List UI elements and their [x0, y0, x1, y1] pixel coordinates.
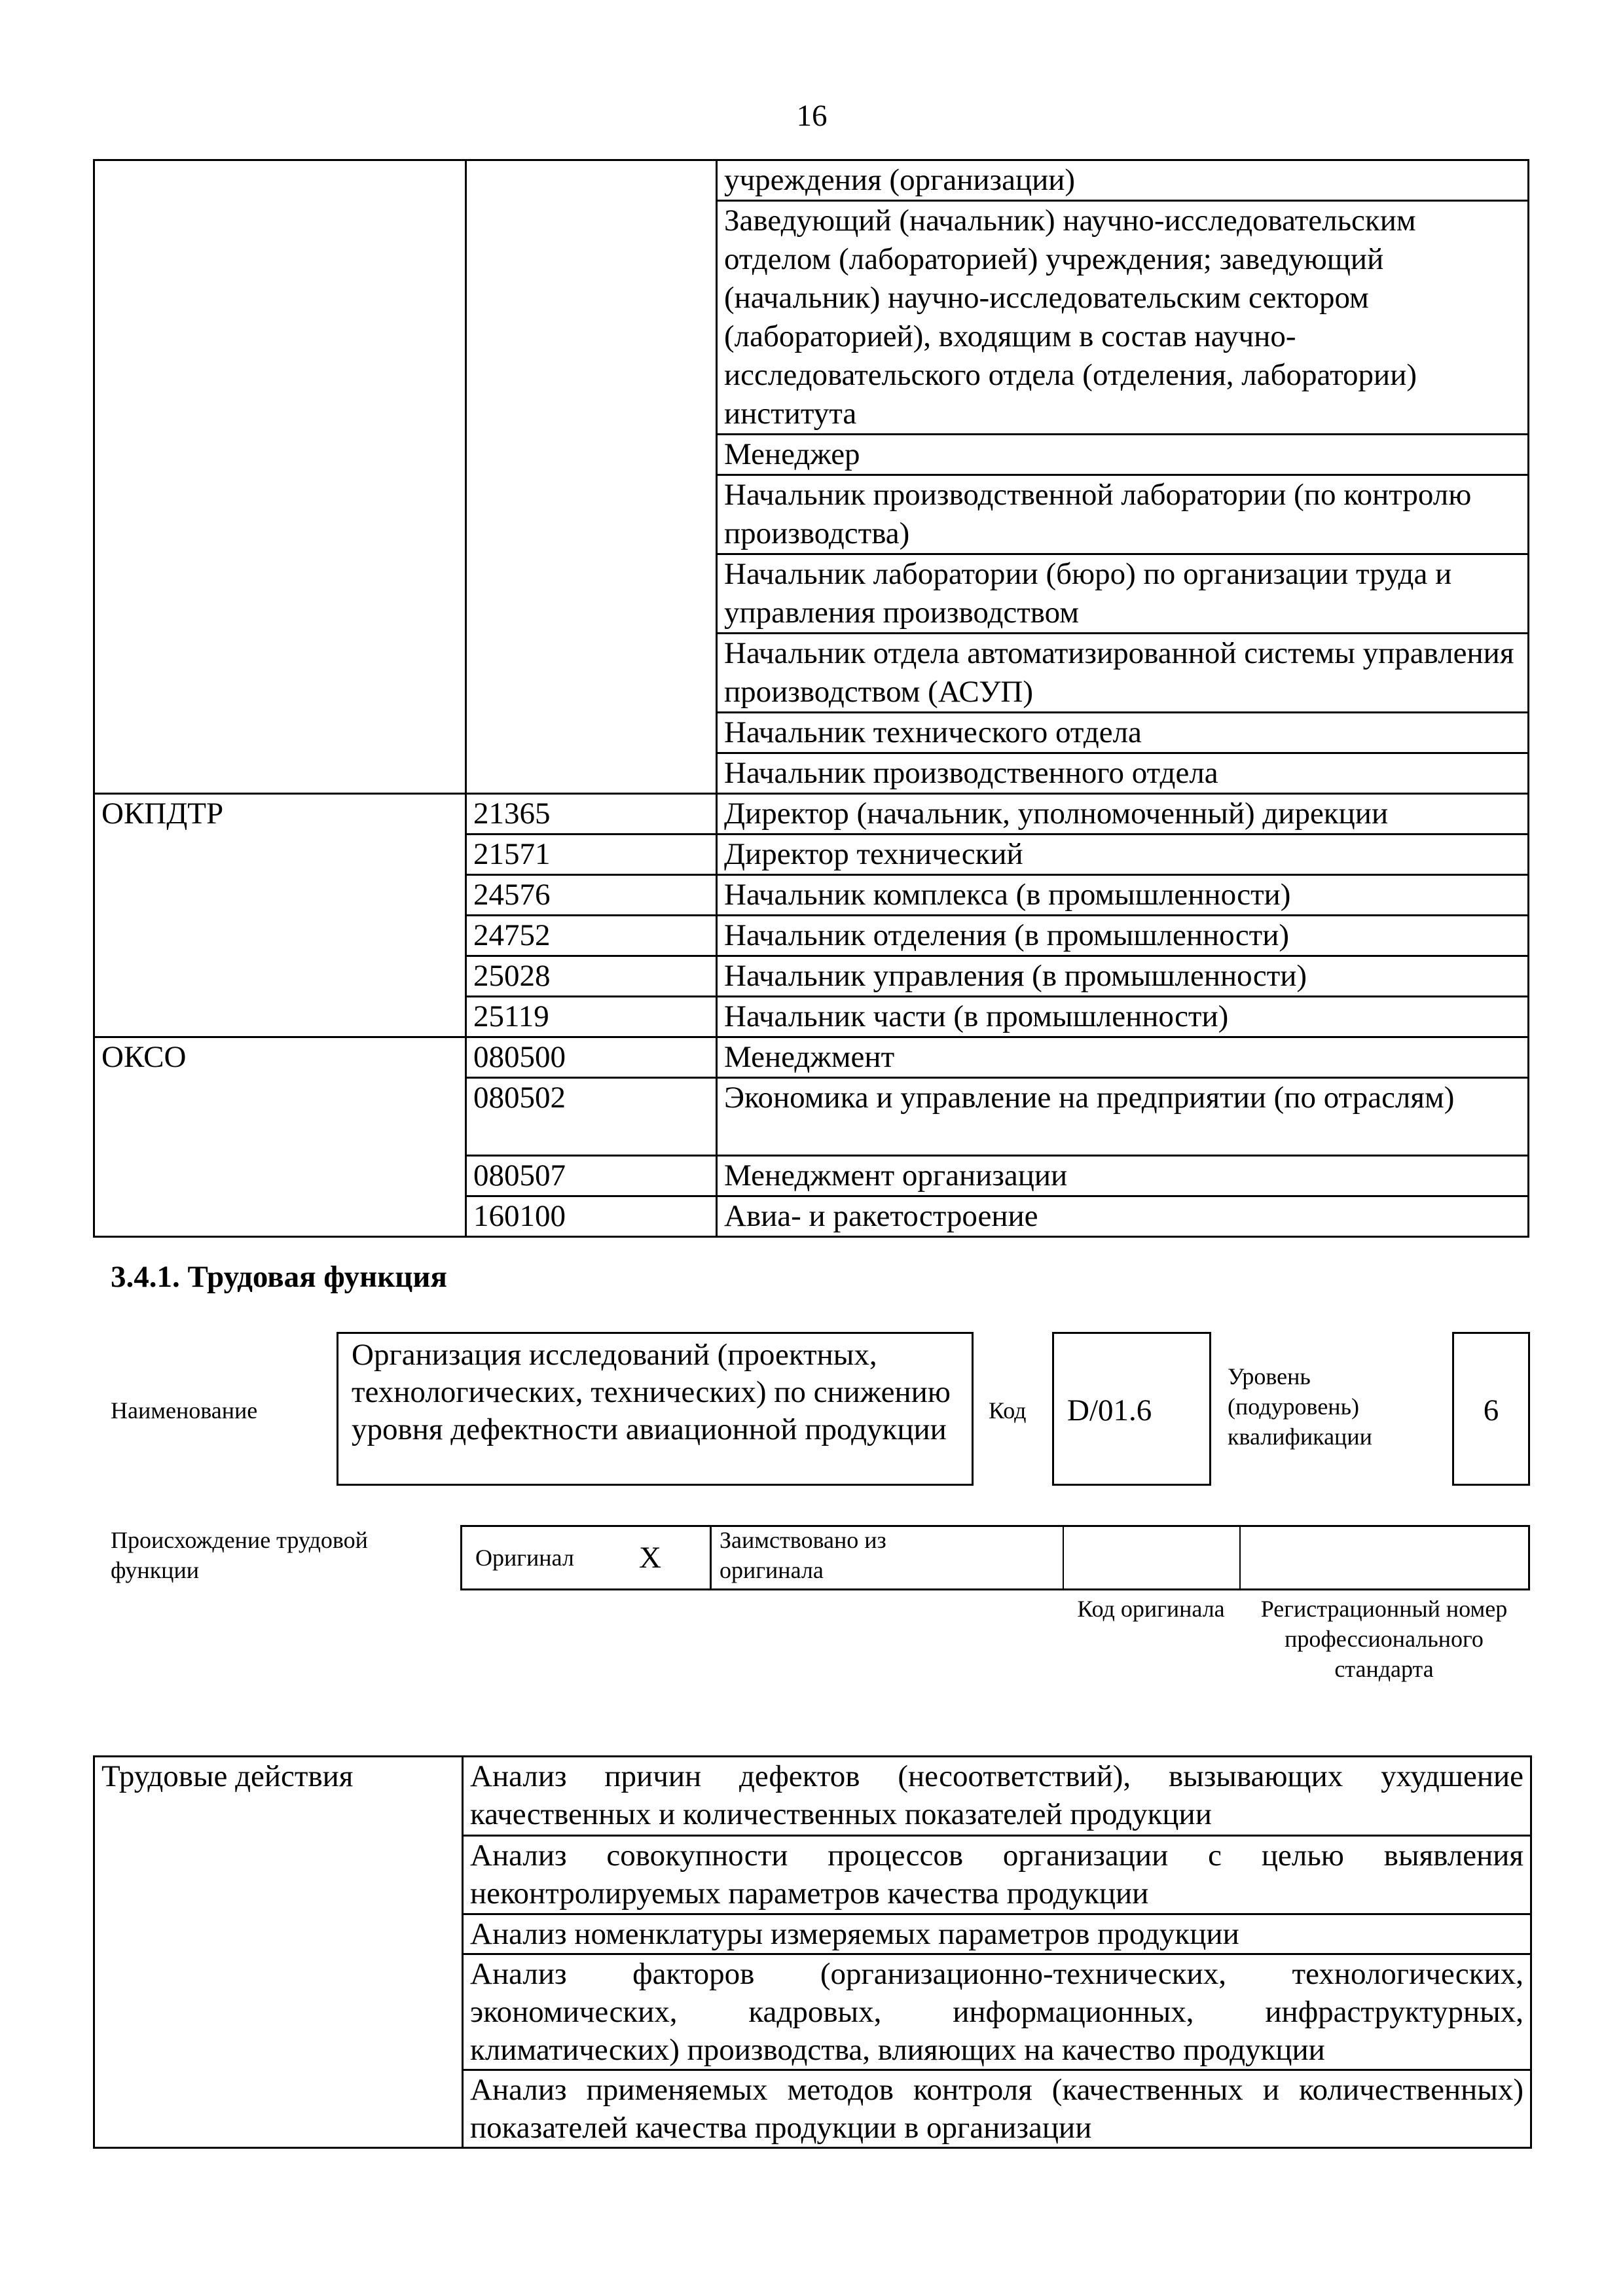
code-cell: 080502 [466, 1078, 717, 1156]
related-occupations-table [93, 159, 1529, 1238]
code-cell: 25119 [466, 997, 717, 1037]
borrowed-label: Заимствовано из оригинала [710, 1525, 916, 1590]
occupation-name-cell: Директор (начальник, уполномоченный) дирекции [717, 794, 1529, 834]
labor-action-cell: Анализ факторов (организационно-технических, технологических, экономических, кадровых, информационных, инфраструктурных, климатических) производства, влияющих на качество продукции [463, 1954, 1531, 2070]
occupation-name-cell: Менеджмент [717, 1037, 1529, 1078]
code-cell: 21365 [466, 794, 717, 834]
occupation-name-cell: Начальник управления (в промышленности) [717, 956, 1529, 997]
level-label: Уровень (подуровень) квалификации [1228, 1363, 1372, 1450]
occupation-name-cell: учреждения (организации) [717, 160, 1529, 201]
code-cell: 160100 [466, 1196, 717, 1237]
original-code-cell [1063, 1527, 1064, 1588]
table-row [94, 1757, 1531, 1836]
occupation-name-cell: Начальник комплекса (в промышленности) [717, 875, 1529, 916]
labor-action-cell: Анализ номенклатуры измеряемых параметров продукции [463, 1914, 1531, 1954]
function-name-box: Организация исследований (проектных, технологических, технических) по снижению уровня дефектности авиационной продукции [337, 1332, 974, 1486]
occupation-name-cell: Менеджмент организации [717, 1156, 1529, 1196]
original-code-caption: Код оригинала [1077, 1596, 1225, 1622]
code-value-box: D/01.6 [1052, 1332, 1211, 1486]
occupation-name-cell: Авиа- и ракетостроение [717, 1196, 1529, 1237]
code-cell: 24752 [466, 916, 717, 956]
occupation-name-cell: Начальник производственного отдела [717, 753, 1529, 794]
code-label: Код [989, 1397, 1027, 1424]
occupation-name-cell: Начальник отделения (в промышленности) [717, 916, 1529, 956]
code-cell: 25028 [466, 956, 717, 997]
actions-label-cell: Трудовые действия [94, 1757, 463, 2148]
reg-number-caption: Регистрационный номер профессионального стандарта [1260, 1596, 1508, 1682]
classifier-cell: ОКПДТР [94, 794, 466, 1037]
level-value-box: 6 [1452, 1332, 1530, 1486]
occupation-name-cell: Директор технический [717, 834, 1529, 875]
occupation-name-cell: Менеджер [717, 435, 1529, 475]
labor-action-cell: Анализ совокупности процессов организации с целью выявления неконтролируемых параметров качества продукции [463, 1836, 1531, 1914]
origin-box [460, 1525, 1530, 1590]
page-number: 16 [796, 99, 828, 133]
code-cell: 080507 [466, 1156, 717, 1196]
code-cell [466, 160, 717, 794]
occupation-name-cell: Заведующий (начальник) научно-исследовательским отделом (лабораторией) учреждения; заведующий (начальник) научно-исследовательским сектором (лабораторией), входящим в состав научно-исследовательского отдела (отделения, лаборатории) института [717, 201, 1529, 435]
labor-actions-table [93, 1755, 1532, 2149]
occupation-name-cell: Начальник отдела автоматизированной системы управления производством (АСУП) [717, 634, 1529, 713]
table-row [94, 160, 1529, 201]
reg-number-cell [1239, 1527, 1241, 1588]
section-heading: 3.4.1. Трудовая функция [111, 1260, 447, 1294]
labor-action-cell: Анализ применяемых методов контроля (качественных и количественных) показателей качества продукции в организации [463, 2070, 1531, 2148]
code-cell: 080500 [466, 1037, 717, 1078]
classifier-cell: ОКСО [94, 1037, 466, 1237]
occupation-name-cell: Начальник части (в промышленности) [717, 997, 1529, 1037]
classifier-cell [94, 160, 466, 794]
occupation-name-cell: Экономика и управление на предприятии (по отраслям) [717, 1078, 1529, 1156]
code-cell: 24576 [466, 875, 717, 916]
origin-label: Происхождение трудовой функции [111, 1527, 368, 1583]
occupation-name-cell: Начальник производственной лаборатории (по контролю производства) [717, 475, 1529, 554]
table-row [94, 1037, 1529, 1078]
table-row [94, 794, 1529, 834]
occupation-name-cell: Начальник технического отдела [717, 713, 1529, 753]
occupation-name-cell: Начальник лаборатории (бюро) по организации труда и управления производством [717, 554, 1529, 634]
original-label: Оригинал [475, 1545, 574, 1571]
code-cell: 21571 [466, 834, 717, 875]
name-label: Наименование [111, 1397, 258, 1424]
original-mark: X [639, 1541, 661, 1575]
labor-action-cell: Анализ причин дефектов (несоответствий), вызывающих ухудшение качественных и количественных показателей продукции [463, 1757, 1531, 1836]
